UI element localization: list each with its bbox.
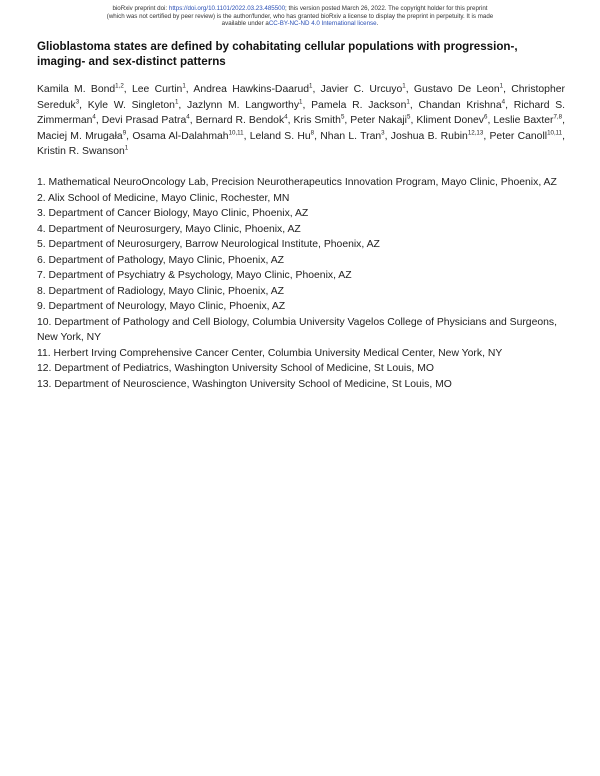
author-affiliation-marker: 1 bbox=[402, 82, 406, 90]
author-affiliation-marker: 10,11 bbox=[547, 129, 563, 137]
author-affiliation-marker: 4 bbox=[284, 113, 288, 121]
author-affiliation-marker: 7,8 bbox=[553, 113, 563, 121]
author bbox=[196, 115, 288, 126]
author-name: Bernard R. Bendok bbox=[195, 115, 285, 127]
affiliation-item: 9. Department of Neurology, Mayo Clinic, Phoenix, AZ bbox=[37, 301, 286, 312]
author bbox=[294, 115, 345, 126]
author-name: Kamila M. Bond bbox=[37, 84, 116, 95]
author-name: Kristin R. Swanson bbox=[37, 146, 125, 158]
affiliation-item: 6. Department of Pathology, Mayo Clinic, Phoenix, AZ bbox=[37, 254, 284, 266]
author-name: Peter Nakaji bbox=[350, 115, 407, 127]
author bbox=[88, 100, 179, 111]
author-affiliation-marker: 8 bbox=[310, 129, 315, 137]
author-affiliation-marker: 1 bbox=[309, 82, 313, 90]
author-name: Christopher Sereduk bbox=[37, 84, 565, 111]
author bbox=[416, 115, 487, 126]
author-name: Leland S. Hu bbox=[249, 130, 311, 142]
author-affiliation-marker: 4 bbox=[92, 113, 96, 121]
author bbox=[418, 100, 505, 111]
affiliation-item: 8. Department of Radiology, Mayo Clinic, Phoenix, AZ bbox=[37, 285, 284, 297]
author bbox=[37, 131, 126, 142]
author-affiliation-marker: 5 bbox=[340, 113, 345, 121]
author-name: Joshua B. Rubin bbox=[390, 130, 468, 142]
header-line-1: bioRxiv preprint doi: https://doi.org/10.1101/2022.03.23.485500; this version posted March 26, 2022. The copyright holder for this preprint bbox=[112, 5, 488, 12]
author-affiliation-marker: 9 bbox=[122, 129, 127, 137]
author-name: Peter Canoll bbox=[489, 130, 548, 142]
author-name: Jazlynn M. Langworthy bbox=[187, 99, 300, 111]
affiliation-item: 5. Department of Neurosurgery, Barrow Neurological Institute, Phoenix, AZ bbox=[37, 239, 380, 250]
affiliation-item: 12. Department of Pediatrics, Washington University School of Medicine, St Louis, MO bbox=[37, 363, 434, 374]
author-name: Kliment Donev bbox=[416, 115, 484, 127]
author-name: Pamela R. Jackson bbox=[311, 99, 407, 111]
author-affiliation-marker: 1 bbox=[299, 98, 303, 106]
affiliation-item: 2. Alix School of Medicine, Mayo Clinic, Rochester, MN bbox=[37, 192, 290, 204]
author-name: Gustavo De Leon bbox=[413, 84, 500, 95]
author-name: Javier C. Urcuyo bbox=[320, 84, 403, 95]
author bbox=[489, 131, 562, 142]
author bbox=[320, 131, 384, 142]
author-name: Devi Prasad Patra bbox=[101, 115, 187, 127]
author-affiliation-marker: 5 bbox=[406, 113, 411, 121]
author-name: Andrea Hawkins-Daarud bbox=[193, 84, 310, 95]
author-affiliation-marker: 6 bbox=[483, 113, 488, 121]
author bbox=[37, 146, 128, 157]
header-line-3: available under aCC-BY-NC-ND 4.0 International license. bbox=[221, 20, 379, 28]
author-affiliation-marker: 4 bbox=[186, 113, 190, 121]
author bbox=[193, 84, 312, 95]
author-name: Leslie Baxter bbox=[493, 115, 554, 127]
affiliation-item: 1. Mathematical NeuroOncology Lab, Precision Neurotherapeutics Innovation Program, Mayo Clinic, Phoenix, AZ bbox=[37, 177, 557, 188]
author-name: Kris Smith bbox=[293, 115, 341, 127]
author-name: Lee Curtin bbox=[131, 84, 183, 95]
author bbox=[311, 100, 410, 111]
author-list: Kamila M. Bond$^{1,2}$, Lee Curtin$^1$, Andrea Hawkins-Daarud$^1$, Javier C. Urcuyo$^1$, Gustavo De Leon$^1$, Christopher Sereduk$^3$, Kyle W. Singleton$^1$, Jazlynn M. Langworthy$^1$, Pamela R. Jackson$^1$, Chandan Krishna$^4$, Richard S. Zimmerman$^4$, Devi Prasad Patra$^4$, Bernard R. Bendok$^4$, Kris Smith$^5$, Peter Nakaji$^5$, Kliment Donev$^6$, Leslie Baxter$^{7,8}$, Maciej M. Mrugała$^9$, Osama Al-Dalahmah$^{10,11}$, Leland S. Hu$^8$, Nhan L. Tran$^3$, Joshua B. Rubin$^{12,13}$, Peter Canoll$^{10,11}$, Kristin R. Swanson$^1$ bbox=[37, 82, 566, 158]
author bbox=[493, 115, 562, 126]
affiliation-list bbox=[37, 175, 567, 392]
author-affiliation-marker: 1,2 bbox=[115, 82, 124, 90]
author bbox=[37, 84, 124, 95]
affiliation-item: 3. Department of Cancer Biology, Mayo Clinic, Phoenix, AZ bbox=[37, 208, 309, 219]
author-affiliation-marker: 4 bbox=[501, 98, 506, 106]
author-affiliation-marker: 1 bbox=[499, 82, 504, 90]
license-link[interactable]: CC-BY-NC-ND 4.0 International license bbox=[268, 20, 377, 28]
header-line-2: (which was not certified by peer review) is the author/funder, who has granted bioRxiv a license to display the preprint in perpetuity. It is made bbox=[106, 12, 494, 20]
author bbox=[132, 131, 243, 142]
author-affiliation-marker: 1 bbox=[174, 98, 179, 106]
author-affiliation-marker: 3 bbox=[381, 129, 385, 137]
author-affiliation-marker: 12,13 bbox=[467, 129, 484, 137]
author-affiliation-marker: 1 bbox=[182, 82, 186, 90]
affiliation-item: 11. Herbert Irving Comprehensive Cancer Center, Columbia University Medical Center, New York, NY bbox=[37, 347, 503, 359]
author-name: Richard S. Zimmerman bbox=[37, 99, 566, 127]
paper-title: Glioblastoma states are defined by cohabitating cellular populations with progression-, imaging- and sex-distinct patterns bbox=[37, 40, 518, 68]
author bbox=[414, 84, 503, 95]
author bbox=[350, 115, 410, 126]
author-affiliation-marker: 10,11 bbox=[228, 129, 244, 137]
doi-link[interactable]: https://doi.org/10.1101/2022.03.23.485500 bbox=[168, 5, 286, 12]
author bbox=[102, 115, 190, 126]
author bbox=[391, 131, 484, 142]
affiliation-item: 10. Department of Pathology and Cell Biology, Columbia University Vagelos College of Physicians and Surgeons, New York, NY bbox=[37, 316, 558, 343]
author bbox=[250, 131, 314, 142]
author-affiliation-marker: 1 bbox=[124, 144, 129, 152]
author-name: Kyle W. Singleton bbox=[87, 99, 175, 111]
affiliation-item: 13. Department of Neuroscience, Washington University School of Medicine, St Louis, MO bbox=[37, 378, 452, 390]
author-affiliation-marker: 1 bbox=[406, 98, 410, 106]
author-name: Nhan L. Tran bbox=[320, 130, 382, 142]
author-affiliation-marker: 3 bbox=[75, 98, 80, 106]
author bbox=[321, 84, 406, 95]
author-name: Osama Al-Dalahmah bbox=[132, 130, 229, 142]
affiliation-item: 4. Department of Neurosurgery, Mayo Clinic, Phoenix, AZ bbox=[37, 223, 301, 235]
author-name: Maciej M. Mrugała bbox=[37, 130, 123, 142]
affiliation-item: 7. Department of Psychiatry & Psychology, Mayo Clinic, Phoenix, AZ bbox=[37, 270, 352, 281]
author-name: Chandan Krishna bbox=[418, 99, 502, 111]
author bbox=[132, 84, 186, 95]
author bbox=[187, 100, 302, 111]
preprint-header bbox=[30, 5, 570, 28]
